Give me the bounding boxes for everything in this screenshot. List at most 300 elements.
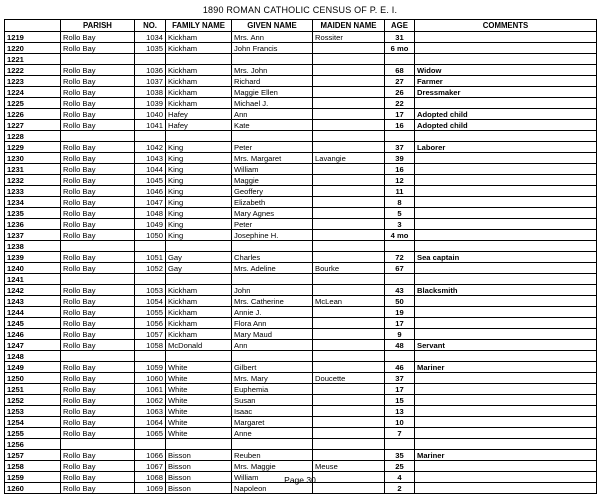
no-cell: 1059 [135, 362, 166, 373]
age-cell: 10 [385, 417, 415, 428]
age-cell: 27 [385, 76, 415, 87]
maiden-name-cell [313, 307, 385, 318]
record-number-cell: 1241 [5, 274, 61, 285]
record-number-cell: 1253 [5, 406, 61, 417]
record-number-cell: 1231 [5, 164, 61, 175]
parish-cell: Rollo Bay [61, 384, 135, 395]
record-number-cell: 1235 [5, 208, 61, 219]
age-cell [385, 274, 415, 285]
census-body [5, 32, 597, 494]
given-name-cell: Geoffery [232, 186, 313, 197]
age-cell: 46 [385, 362, 415, 373]
age-cell [385, 351, 415, 362]
given-name-cell: Anne [232, 428, 313, 439]
parish-cell [61, 439, 135, 450]
given-name-cell [232, 439, 313, 450]
comments-cell [415, 197, 597, 208]
given-name-cell: Isaac [232, 406, 313, 417]
maiden-name-cell [313, 219, 385, 230]
no-cell: 1046 [135, 186, 166, 197]
age-cell: 11 [385, 186, 415, 197]
given-name-cell: Gilbert [232, 362, 313, 373]
comments-cell [415, 307, 597, 318]
comments-cell [415, 43, 597, 54]
no-cell: 1041 [135, 120, 166, 131]
comments-cell [415, 384, 597, 395]
page-number: Page 30 [284, 475, 316, 485]
comments-cell: Mariner [415, 362, 597, 373]
no-cell: 1064 [135, 417, 166, 428]
no-cell: 1043 [135, 153, 166, 164]
record-number-cell: 1236 [5, 219, 61, 230]
no-cell: 1049 [135, 219, 166, 230]
header-age: AGE [385, 20, 415, 32]
table-row [5, 417, 597, 428]
table-row [5, 153, 597, 164]
parish-cell: Rollo Bay [61, 109, 135, 120]
family-name-cell: King [166, 219, 232, 230]
record-number-cell: 1219 [5, 32, 61, 43]
parish-cell [61, 131, 135, 142]
maiden-name-cell [313, 285, 385, 296]
parish-cell: Rollo Bay [61, 186, 135, 197]
maiden-name-cell [313, 87, 385, 98]
record-number-cell: 1250 [5, 373, 61, 384]
age-cell: 50 [385, 296, 415, 307]
age-cell: 31 [385, 32, 415, 43]
parish-cell: Rollo Bay [61, 329, 135, 340]
table-row [5, 274, 597, 285]
parish-cell: Rollo Bay [61, 406, 135, 417]
parish-cell: Rollo Bay [61, 472, 135, 483]
given-name-cell: John [232, 285, 313, 296]
given-name-cell [232, 351, 313, 362]
parish-cell: Rollo Bay [61, 373, 135, 384]
family-name-cell: Bisson [166, 483, 232, 494]
parish-cell: Rollo Bay [61, 142, 135, 153]
family-name-cell: King [166, 197, 232, 208]
parish-cell: Rollo Bay [61, 197, 135, 208]
record-number-cell: 1233 [5, 186, 61, 197]
family-name-cell [166, 54, 232, 65]
record-number-cell: 1232 [5, 175, 61, 186]
comments-cell: Mariner [415, 450, 597, 461]
table-row [5, 87, 597, 98]
record-number-cell: 1260 [5, 483, 61, 494]
comments-cell: Adopted child [415, 120, 597, 131]
no-cell: 1042 [135, 142, 166, 153]
comments-cell [415, 219, 597, 230]
page-title: 1890 ROMAN CATHOLIC CENSUS OF P. E. I. [202, 5, 398, 15]
record-number-cell: 1230 [5, 153, 61, 164]
no-cell: 1068 [135, 472, 166, 483]
maiden-name-cell [313, 109, 385, 120]
no-cell: 1035 [135, 43, 166, 54]
given-name-cell: Reuben [232, 450, 313, 461]
family-name-cell [166, 439, 232, 450]
family-name-cell: White [166, 395, 232, 406]
family-name-cell: Kickham [166, 65, 232, 76]
record-number-cell: 1248 [5, 351, 61, 362]
comments-cell [415, 417, 597, 428]
family-name-cell: Kickham [166, 43, 232, 54]
record-number-cell: 1237 [5, 230, 61, 241]
maiden-name-cell [313, 98, 385, 109]
no-cell: 1061 [135, 384, 166, 395]
given-name-cell: Mrs. Maggie [232, 461, 313, 472]
family-name-cell: Kickham [166, 76, 232, 87]
comments-cell [415, 263, 597, 274]
table-row [5, 428, 597, 439]
header-parish: PARISH [61, 20, 135, 32]
table-row [5, 351, 597, 362]
age-cell: 67 [385, 263, 415, 274]
no-cell: 1040 [135, 109, 166, 120]
parish-cell [61, 241, 135, 252]
record-number-cell: 1221 [5, 54, 61, 65]
family-name-cell: Kickham [166, 87, 232, 98]
table-row [5, 65, 597, 76]
maiden-name-cell: Rossiter [313, 32, 385, 43]
record-number-cell: 1249 [5, 362, 61, 373]
age-cell: 16 [385, 120, 415, 131]
age-cell [385, 54, 415, 65]
table-row [5, 384, 597, 395]
family-name-cell: Hafey [166, 120, 232, 131]
family-name-cell: White [166, 417, 232, 428]
record-number-cell: 1222 [5, 65, 61, 76]
age-cell: 39 [385, 153, 415, 164]
no-cell: 1057 [135, 329, 166, 340]
given-name-cell: Charles [232, 252, 313, 263]
record-number-cell: 1239 [5, 252, 61, 263]
family-name-cell: Bisson [166, 472, 232, 483]
record-number-cell: 1251 [5, 384, 61, 395]
header-no: NO. [135, 20, 166, 32]
comments-cell [415, 175, 597, 186]
given-name-cell: William [232, 472, 313, 483]
maiden-name-cell: Bourke [313, 263, 385, 274]
family-name-cell: White [166, 384, 232, 395]
parish-cell: Rollo Bay [61, 98, 135, 109]
header-given-name: GIVEN NAME [232, 20, 313, 32]
parish-cell: Rollo Bay [61, 307, 135, 318]
age-cell: 19 [385, 307, 415, 318]
record-number-cell: 1223 [5, 76, 61, 87]
table-row [5, 296, 597, 307]
parish-cell: Rollo Bay [61, 43, 135, 54]
record-number-cell: 1252 [5, 395, 61, 406]
no-cell [135, 351, 166, 362]
no-cell: 1056 [135, 318, 166, 329]
age-cell [385, 131, 415, 142]
age-cell: 17 [385, 109, 415, 120]
table-row [5, 362, 597, 373]
no-cell: 1051 [135, 252, 166, 263]
family-name-cell: White [166, 428, 232, 439]
maiden-name-cell [313, 43, 385, 54]
table-row [5, 109, 597, 120]
no-cell: 1036 [135, 65, 166, 76]
given-name-cell [232, 274, 313, 285]
maiden-name-cell [313, 439, 385, 450]
table-row [5, 219, 597, 230]
age-cell: 48 [385, 340, 415, 351]
comments-cell [415, 428, 597, 439]
comments-cell: Servant [415, 340, 597, 351]
table-row [5, 373, 597, 384]
record-number-cell: 1242 [5, 285, 61, 296]
age-cell: 7 [385, 428, 415, 439]
no-cell: 1047 [135, 197, 166, 208]
record-number-cell: 1259 [5, 472, 61, 483]
maiden-name-cell [313, 428, 385, 439]
given-name-cell: Ann [232, 340, 313, 351]
maiden-name-cell [313, 395, 385, 406]
given-name-cell [232, 241, 313, 252]
table-row [5, 120, 597, 131]
comments-cell [415, 373, 597, 384]
given-name-cell [232, 131, 313, 142]
table-row [5, 329, 597, 340]
parish-cell: Rollo Bay [61, 340, 135, 351]
age-cell: 3 [385, 219, 415, 230]
table-row [5, 186, 597, 197]
parish-cell: Rollo Bay [61, 175, 135, 186]
comments-cell [415, 395, 597, 406]
age-cell: 37 [385, 373, 415, 384]
no-cell: 1058 [135, 340, 166, 351]
table-row [5, 131, 597, 142]
family-name-cell: Hafey [166, 109, 232, 120]
comments-cell [415, 329, 597, 340]
table-row [5, 307, 597, 318]
table-row [5, 450, 597, 461]
header-family-name: FAMILY NAME [166, 20, 232, 32]
no-cell: 1067 [135, 461, 166, 472]
record-number-cell: 1258 [5, 461, 61, 472]
parish-cell: Rollo Bay [61, 208, 135, 219]
given-name-cell: Mrs. Adeline [232, 263, 313, 274]
comments-cell [415, 318, 597, 329]
age-cell: 72 [385, 252, 415, 263]
age-cell: 12 [385, 175, 415, 186]
maiden-name-cell [313, 274, 385, 285]
given-name-cell: Margaret [232, 417, 313, 428]
maiden-name-cell [313, 450, 385, 461]
given-name-cell [232, 54, 313, 65]
given-name-cell: Annie J. [232, 307, 313, 318]
table-row [5, 340, 597, 351]
no-cell [135, 241, 166, 252]
family-name-cell: Gay [166, 252, 232, 263]
family-name-cell: King [166, 208, 232, 219]
maiden-name-cell: McLean [313, 296, 385, 307]
table-row [5, 164, 597, 175]
table-row [5, 406, 597, 417]
family-name-cell: Bisson [166, 450, 232, 461]
comments-cell [415, 32, 597, 43]
comments-cell [415, 406, 597, 417]
comments-cell [415, 351, 597, 362]
family-name-cell: King [166, 230, 232, 241]
maiden-name-cell: Lavangie [313, 153, 385, 164]
family-name-cell: Kickham [166, 285, 232, 296]
record-number-cell: 1254 [5, 417, 61, 428]
parish-cell: Rollo Bay [61, 417, 135, 428]
comments-cell: Dressmaker [415, 87, 597, 98]
age-cell [385, 241, 415, 252]
parish-cell: Rollo Bay [61, 32, 135, 43]
family-name-cell: Kickham [166, 98, 232, 109]
no-cell: 1065 [135, 428, 166, 439]
no-cell: 1060 [135, 373, 166, 384]
given-name-cell: Susan [232, 395, 313, 406]
parish-cell: Rollo Bay [61, 153, 135, 164]
given-name-cell: Napoleon [232, 483, 313, 494]
age-cell: 35 [385, 450, 415, 461]
parish-cell: Rollo Bay [61, 230, 135, 241]
age-cell: 16 [385, 164, 415, 175]
family-name-cell: King [166, 142, 232, 153]
age-cell: 26 [385, 87, 415, 98]
family-name-cell: McDonald [166, 340, 232, 351]
no-cell: 1066 [135, 450, 166, 461]
age-cell: 4 [385, 472, 415, 483]
age-cell: 17 [385, 384, 415, 395]
parish-cell [61, 274, 135, 285]
header-comments: COMMENTS [415, 20, 597, 32]
age-cell: 5 [385, 208, 415, 219]
given-name-cell: Mary Agnes [232, 208, 313, 219]
no-cell: 1050 [135, 230, 166, 241]
no-cell: 1069 [135, 483, 166, 494]
maiden-name-cell [313, 384, 385, 395]
record-number-cell: 1257 [5, 450, 61, 461]
age-cell: 43 [385, 285, 415, 296]
comments-cell [415, 208, 597, 219]
no-cell: 1053 [135, 285, 166, 296]
family-name-cell [166, 274, 232, 285]
family-name-cell: Kickham [166, 318, 232, 329]
age-cell: 22 [385, 98, 415, 109]
age-cell: 8 [385, 197, 415, 208]
maiden-name-cell: Doucette [313, 373, 385, 384]
given-name-cell: Mrs. Mary [232, 373, 313, 384]
given-name-cell: Peter [232, 142, 313, 153]
comments-cell [415, 98, 597, 109]
given-name-cell: Mary Maud [232, 329, 313, 340]
parish-cell: Rollo Bay [61, 263, 135, 274]
maiden-name-cell [313, 65, 385, 76]
table-row [5, 32, 597, 43]
no-cell [135, 274, 166, 285]
table-row [5, 263, 597, 274]
no-cell: 1037 [135, 76, 166, 87]
record-number-cell: 1255 [5, 428, 61, 439]
age-cell: 6 mo [385, 43, 415, 54]
maiden-name-cell [313, 406, 385, 417]
no-cell [135, 54, 166, 65]
parish-cell: Rollo Bay [61, 461, 135, 472]
comments-cell [415, 230, 597, 241]
given-name-cell: Josephine H. [232, 230, 313, 241]
no-cell: 1063 [135, 406, 166, 417]
no-cell: 1039 [135, 98, 166, 109]
no-cell: 1055 [135, 307, 166, 318]
age-cell: 9 [385, 329, 415, 340]
no-cell: 1045 [135, 175, 166, 186]
record-number-cell: 1256 [5, 439, 61, 450]
record-number-cell: 1228 [5, 131, 61, 142]
header-row [5, 20, 597, 32]
record-number-cell: 1220 [5, 43, 61, 54]
record-number-cell: 1229 [5, 142, 61, 153]
family-name-cell: King [166, 175, 232, 186]
maiden-name-cell [313, 241, 385, 252]
comments-cell [415, 274, 597, 285]
parish-cell: Rollo Bay [61, 362, 135, 373]
no-cell: 1044 [135, 164, 166, 175]
record-number-cell: 1246 [5, 329, 61, 340]
table-row [5, 439, 597, 450]
maiden-name-cell [313, 318, 385, 329]
comments-cell [415, 439, 597, 450]
comments-cell [415, 54, 597, 65]
comments-cell: Laborer [415, 142, 597, 153]
comments-cell [415, 296, 597, 307]
parish-cell: Rollo Bay [61, 483, 135, 494]
table-row [5, 285, 597, 296]
comments-cell: Sea captain [415, 252, 597, 263]
comments-cell [415, 186, 597, 197]
maiden-name-cell [313, 362, 385, 373]
family-name-cell: Kickham [166, 329, 232, 340]
family-name-cell: Kickham [166, 296, 232, 307]
parish-cell: Rollo Bay [61, 296, 135, 307]
family-name-cell [166, 241, 232, 252]
given-name-cell: William [232, 164, 313, 175]
record-number-cell: 1240 [5, 263, 61, 274]
age-cell: 15 [385, 395, 415, 406]
maiden-name-cell [313, 120, 385, 131]
maiden-name-cell [313, 54, 385, 65]
comments-cell: Farmer [415, 76, 597, 87]
family-name-cell: Kickham [166, 32, 232, 43]
maiden-name-cell [313, 230, 385, 241]
table-row [5, 241, 597, 252]
family-name-cell: Gay [166, 263, 232, 274]
parish-cell: Rollo Bay [61, 252, 135, 263]
given-name-cell: Mrs. Catherine [232, 296, 313, 307]
age-cell: 2 [385, 483, 415, 494]
given-name-cell: Maggie [232, 175, 313, 186]
family-name-cell: White [166, 406, 232, 417]
table-row [5, 461, 597, 472]
record-number-cell: 1244 [5, 307, 61, 318]
age-cell: 37 [385, 142, 415, 153]
record-number-cell: 1225 [5, 98, 61, 109]
given-name-cell: Peter [232, 219, 313, 230]
header-record-number [5, 20, 61, 32]
given-name-cell: Mrs. Margaret [232, 153, 313, 164]
maiden-name-cell [313, 175, 385, 186]
table-row [5, 395, 597, 406]
given-name-cell: Flora Ann [232, 318, 313, 329]
family-name-cell: Bisson [166, 461, 232, 472]
maiden-name-cell [313, 340, 385, 351]
table-row [5, 54, 597, 65]
